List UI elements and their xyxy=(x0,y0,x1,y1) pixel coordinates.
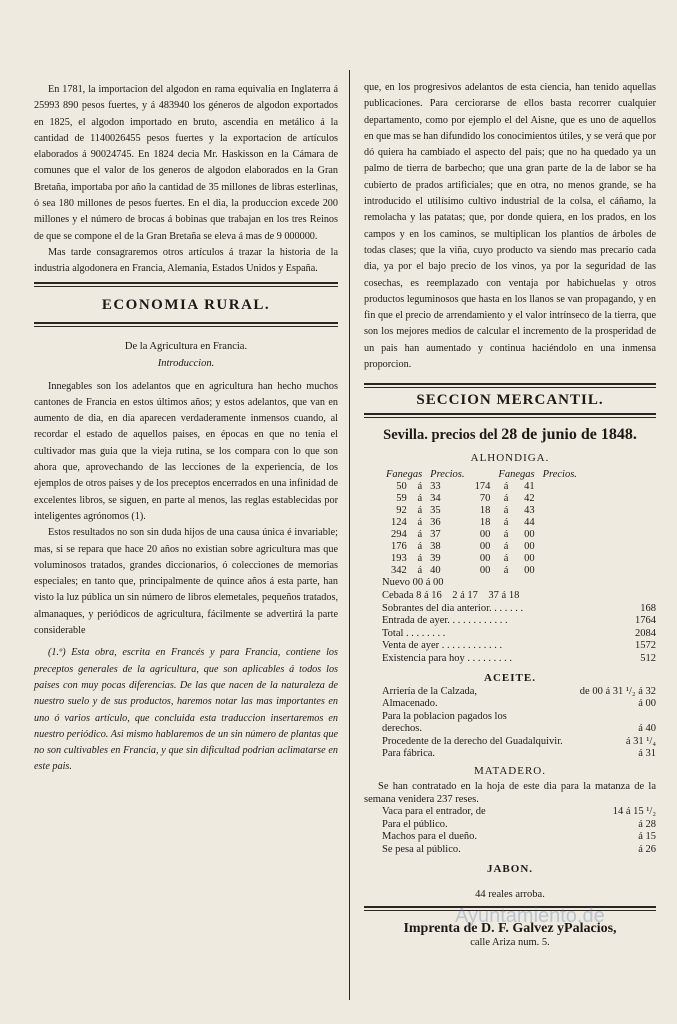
item-label: Total . . . . . . . . xyxy=(382,627,446,639)
table-cell: 294 xyxy=(391,529,407,541)
table-cell: á xyxy=(503,541,509,553)
table-cell: 176 xyxy=(391,541,407,553)
list-item xyxy=(364,748,656,761)
list-item xyxy=(364,603,656,616)
introduction-heading: Introduccion. xyxy=(157,357,215,369)
list-item xyxy=(364,711,656,724)
table-cell: 174 xyxy=(474,481,491,493)
table-cell: 33 xyxy=(430,481,441,493)
item-label: Existencia para hoy . . . . . . . . . xyxy=(382,652,513,664)
list-item xyxy=(364,628,656,641)
item-label: derechos. xyxy=(382,723,422,735)
nuevo-line: Nuevo 00 á 00 xyxy=(382,577,444,589)
table-cell: 43 xyxy=(524,505,535,517)
sevilla-label: Sevilla. precios del xyxy=(383,427,502,444)
item-value: 168 xyxy=(640,602,656,614)
table-cell: 50 xyxy=(396,481,407,493)
right-column xyxy=(364,80,656,948)
footnote xyxy=(34,645,338,775)
table-row xyxy=(382,493,581,505)
item-value: 1572 xyxy=(635,640,656,652)
agriculture-paragraph-1: Innegables son los adelantos que en agricultura han hecho muchos cantones de Francia en estos últimos años; y estos adelantos, que van en aumento de dia, en dia aparecen verdaderamente inmensos cuando, al recordar el estado de aquellos paises, en épocas en que no tenia el cultivador mas guia que la vieja rutina, se los compara con lo que son ahora que, aprovechando de las lecciones de la experiencia, de los ejemplos de otros paises y de los preceptos encerrados en una infinidad de excelentes libros, se siguen, en parte al menos, las reglas establecidas por inteligentes agrónomos (1). xyxy=(34,380,338,522)
table-cell: á xyxy=(503,553,509,565)
table-cell: 193 xyxy=(391,553,407,565)
table-cell: á xyxy=(417,517,423,529)
table-cell: 00 xyxy=(479,541,491,553)
printer-imprint: Imprenta de D. F. Galvez yPalacios, xyxy=(403,920,617,936)
agriculture-continuation: que, en los progresivos adelantos de esta ciencia, han tenido aquellas publicaciones. Para cerciorarse de ellos basta recorrer cualquier departamento, como por ejemplo el del Aisne, que es uno de aquellos en que mas se han difundido los conocimientos útiles, y se verá que por dó quiera ha cambiado el aspecto del pais; que no ha quedado ya un palmo de tierra de barbecho; que una gran parte de la de labor se ha cubierto de prados artificiales; que en otra, no menos grande, se ha introducido el utilísimo cultivo industrial de la colsa, el cáñamo, la remolacha y las patatas; que, por donde quiera, en los prados, en los campos y en los caminos, se multiplican los plantíos de árboles de todas clases; que la viña, cuyo producto va siendo mas precario cada dia, ya por el bajo precio de los vinos, ya por la seguridad de las cosechas, es reemplazado con ventaja por habichuelas y otros productos leguminosos que hasta en los llanos se van propagando, y en fin que el precio de arrendamiento y el valor intrínseco de la tierra, que son los mejores medios de calcular el incremento de la prosperidad de un pais han aumentado y continua haciéndolo en una inmensa proporcion. xyxy=(364,82,656,371)
fanegas-header: Fanegas xyxy=(498,469,535,481)
list-item xyxy=(364,640,656,653)
aceite-prices xyxy=(364,686,656,762)
fanegas-header: Fanegas xyxy=(386,469,423,481)
grain-table-header xyxy=(382,468,581,481)
table-row xyxy=(382,541,581,553)
cotton-closing-paragraph: Mas tarde consagraremos otros artículos á trazar la historia de la industria algodonera en Francia, Alemania, Estados Unidos y España. xyxy=(34,246,338,275)
list-item xyxy=(364,723,656,736)
item-value: de 00 á 31 ¹/₂ á 32 xyxy=(579,685,656,697)
item-value: 1764 xyxy=(635,615,656,627)
item-value: 2084 xyxy=(635,627,656,639)
seccion-mercantil-heading: SECCION MERCANTIL. xyxy=(416,392,604,409)
table-cell: á xyxy=(503,493,509,505)
table-row xyxy=(382,529,581,541)
item-label: Arriería de la Calzada, xyxy=(382,685,478,697)
list-item xyxy=(364,615,656,628)
list-item xyxy=(364,844,656,857)
table-cell: 34 xyxy=(430,493,441,505)
item-label: Para el público. xyxy=(382,818,448,830)
item-label: Entrada de ayer. . . . . . . . . . . . xyxy=(382,615,508,627)
item-label: Para la poblacion pagados los xyxy=(382,710,507,722)
item-value: á 00 xyxy=(638,698,656,710)
table-cell: 92 xyxy=(396,505,407,517)
list-item xyxy=(364,819,656,832)
table-cell: 40 xyxy=(430,565,441,577)
table-cell: 36 xyxy=(430,517,441,529)
table-cell: 00 xyxy=(479,553,491,565)
table-cell: á xyxy=(503,481,509,493)
printer-address: calle Ariza num. 5. xyxy=(470,936,550,948)
item-label: Almacenado. xyxy=(382,698,438,710)
table-row xyxy=(382,553,581,565)
item-label: Para fábrica. xyxy=(382,748,436,760)
table-cell: 00 xyxy=(479,565,491,577)
footnote-text: (1.º) Esta obra, escrita en Francés y para Francia, contiene los preceptos generales de la agricultura, que son aplicables á todos los paises con muy pocas diferencias. De las que nacen de la naturaleza de nuestro suelo y de sus productos, haremos notar las mas importantes en uno ó varios artículo, que concluida esta traduccion insertaremos en nuestro periódico. Asi mismo hablaremos de un sin número de plantas que no son cultivables en Francia, y que sin dificultad podrian aclimatarse en este pais. xyxy=(34,647,338,773)
table-cell: á xyxy=(503,505,509,517)
economia-rural-heading: ECONOMIA RURAL. xyxy=(101,296,271,313)
agriculture-subtitle: De la Agricultura en Francia. xyxy=(124,340,248,352)
item-value: á 31 xyxy=(638,748,656,760)
table-cell: 37 xyxy=(430,529,441,541)
table-cell: 00 xyxy=(479,529,491,541)
item-value: 512 xyxy=(640,652,656,664)
table-cell: 38 xyxy=(430,541,441,553)
cebada-line: Cebada 8 á 16 2 á 17 37 á 18 xyxy=(382,589,520,601)
left-column xyxy=(34,82,338,776)
table-cell: á xyxy=(503,517,509,529)
list-item xyxy=(364,831,656,844)
table-cell: 124 xyxy=(391,517,407,529)
table-cell: á xyxy=(417,493,423,505)
table-cell: á xyxy=(417,481,423,493)
table-cell: 42 xyxy=(524,493,535,505)
section-divider xyxy=(364,383,656,388)
grain-price-table xyxy=(382,468,581,577)
cotton-paragraph: En 1781, la importacion del algodon en rama equivalia en Inglaterra á 25993 890 pesos fuertes, y á 483940 los géneros de algodon exportados en 1825, el algodon importado en bruto, ascendia en metálico á la cantidad de 1140026455 pesos fuertes y la exportacion de artículos elaborados á 90024745. En 1824 decia Mr. Haskisson en la Cámara de comunes que el valor de los generos de algodon elaborados en la Gran Bretaña, importaba por año la cantidad de 35 millones de libras esterlinas, ó sea 180 millones de pesos fuertes. En el dia, la produccion excede 200 millones y el número de brocas á bobinas que trabajan en los tres Reinos de que se compone el de la Gran Bretaña se eleva á mas de 9 000000. xyxy=(34,84,338,242)
jabon-heading: JABON. xyxy=(486,862,534,875)
precios-header: Precios. xyxy=(542,469,577,481)
list-item xyxy=(364,698,656,711)
item-label: Venta de ayer . . . . . . . . . . . . xyxy=(382,640,503,652)
table-cell: á xyxy=(417,553,423,565)
column-divider xyxy=(349,70,350,1000)
price-date: 28 de junio de 1848. xyxy=(501,426,637,444)
table-cell: á xyxy=(417,505,423,517)
item-label: Sobrantes del dia anterior. . . . . . . xyxy=(382,602,524,614)
table-cell: á xyxy=(417,565,423,577)
aceite-heading: ACEITE. xyxy=(484,671,536,684)
item-label: Procedente de la derecho del Guadalquivir. xyxy=(382,735,563,747)
table-cell: 44 xyxy=(524,517,535,529)
alhondiga-heading: ALHONDIGA. xyxy=(470,452,550,465)
table-cell: 18 xyxy=(479,505,491,517)
list-item xyxy=(364,653,656,666)
item-label: Vaca para el entrador, de xyxy=(382,806,486,818)
precios-header: Precios. xyxy=(430,469,465,481)
table-row xyxy=(382,481,581,493)
table-cell: 41 xyxy=(524,481,535,493)
table-cell: 70 xyxy=(479,493,491,505)
list-item xyxy=(364,806,656,819)
table-cell: 18 xyxy=(479,517,491,529)
agriculture-paragraph-2: Estos resultados no son sin duda hijos de una causa única é invariable; mas, si se repara que hace 20 años no existian sobre agricultura mas que voluminosos tratados, grandes diccionarios, ó colecciones de memorias especiales; en tanto que, principalmente de quince años á esta parte, han visto la luz pública un sin número de libros elemetales, pequeños tratados, almanaques, y periódicos de agricultura, fácilmente se advertirá la parte considerable xyxy=(34,527,338,637)
table-cell: 00 xyxy=(524,541,535,553)
table-cell: á xyxy=(503,529,509,541)
jabon-price: 44 reales arroba. xyxy=(475,888,545,900)
matadero-text: Se han contratado en la hoja de este dia para la matanza de la semana venidera 237 reses. xyxy=(364,781,656,805)
table-cell: 00 xyxy=(524,553,535,565)
table-cell: 59 xyxy=(396,493,407,505)
table-cell: 39 xyxy=(430,553,441,565)
item-label: Machos para el dueño. xyxy=(382,831,478,843)
item-value: á 31 ¹/₄ xyxy=(625,735,656,747)
table-cell: 00 xyxy=(524,565,535,577)
list-item xyxy=(364,686,656,699)
table-cell: 342 xyxy=(391,565,407,577)
item-value: á 28 xyxy=(638,818,656,830)
table-row xyxy=(382,565,581,577)
section-divider xyxy=(34,322,338,327)
grain-table-body xyxy=(382,481,581,577)
item-value: á 15 xyxy=(638,831,656,843)
item-label: Se pesa al público. xyxy=(382,844,461,856)
grain-totals xyxy=(364,603,656,666)
matadero-heading: MATADERO. xyxy=(474,765,546,778)
table-cell: 00 xyxy=(524,529,535,541)
table-cell: á xyxy=(503,565,509,577)
table-row xyxy=(382,517,581,529)
list-item xyxy=(364,736,656,749)
item-value: 14 á 15 ¹/₂ xyxy=(612,806,656,818)
section-divider xyxy=(364,413,656,418)
table-row xyxy=(382,505,581,517)
section-divider xyxy=(34,282,338,287)
table-cell: á xyxy=(417,529,423,541)
table-cell: 35 xyxy=(430,505,441,517)
matadero-prices xyxy=(364,806,656,856)
item-value: á 26 xyxy=(638,844,656,856)
item-value: á 40 xyxy=(638,723,656,735)
table-cell: á xyxy=(417,541,423,553)
sevilla-prices-heading xyxy=(364,426,656,444)
watermark: Ayuntamiento.de xyxy=(455,905,605,927)
